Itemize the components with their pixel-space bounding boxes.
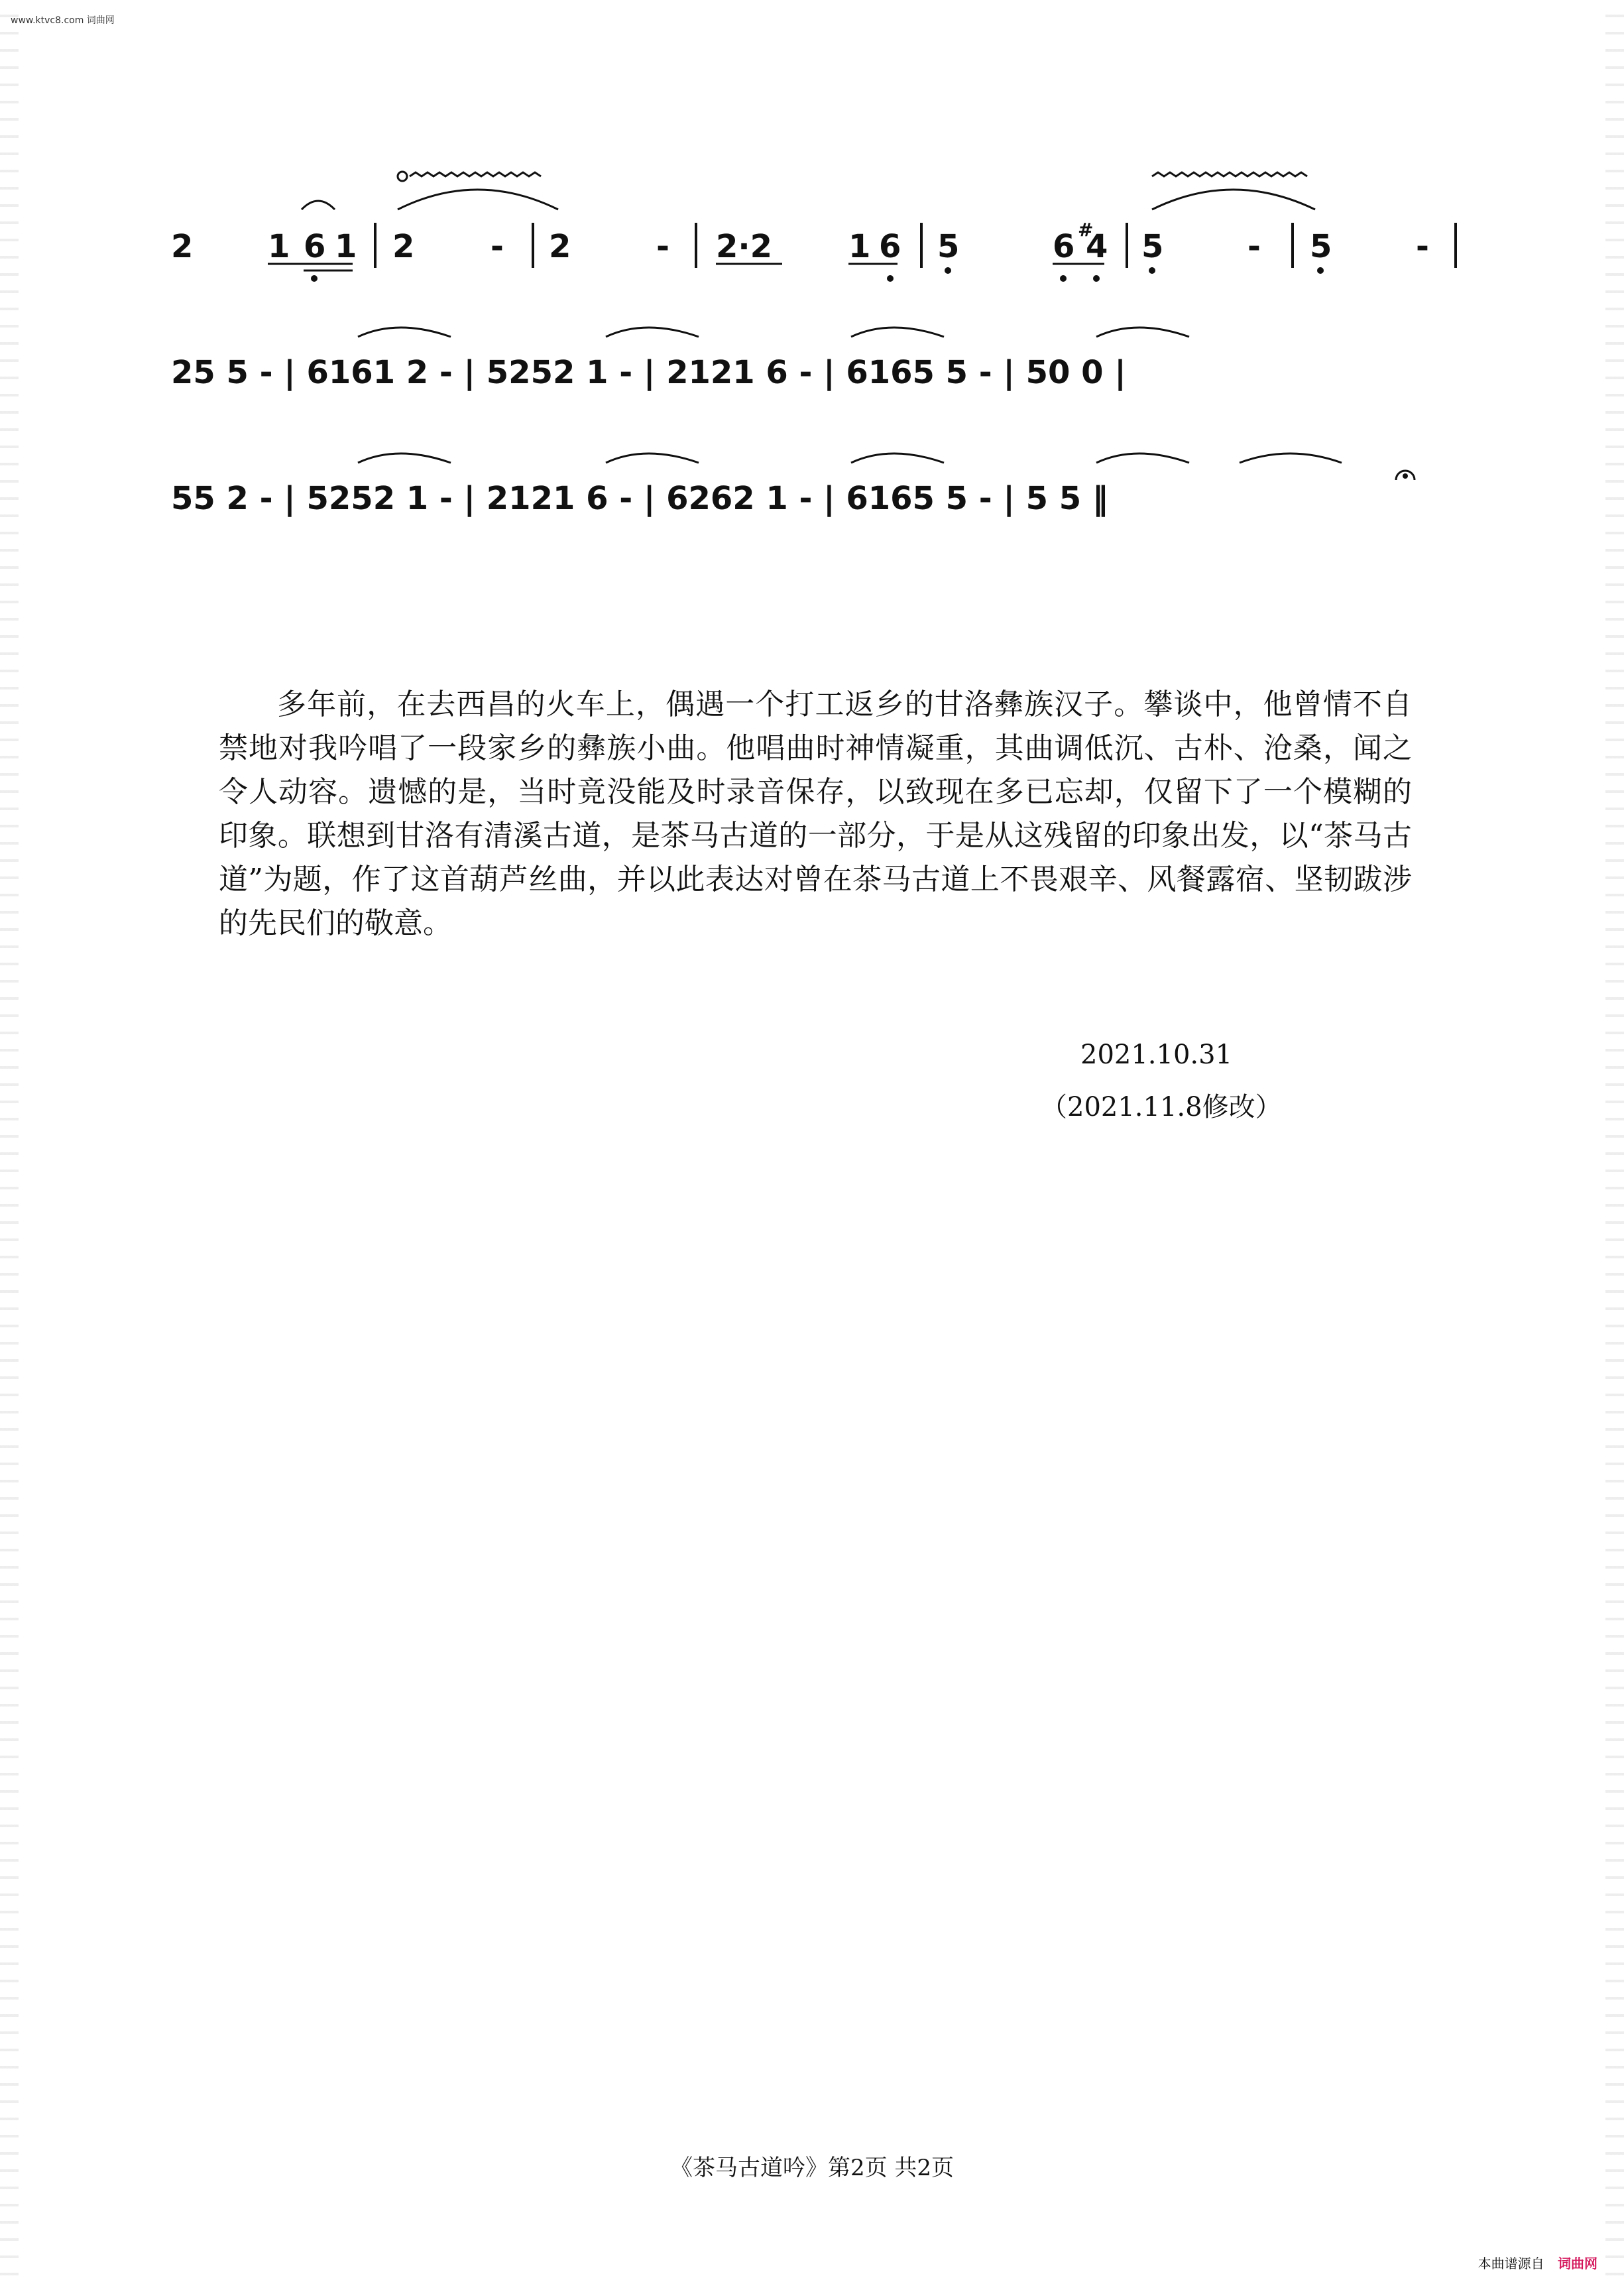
note: 6 <box>1053 228 1075 265</box>
note: 1 <box>268 228 290 265</box>
site-header: www.ktvc8.com 词曲网 <box>11 15 115 26</box>
source-logo: 词曲网 <box>1558 2255 1597 2271</box>
note: - <box>656 228 669 265</box>
lower-octave-dot <box>1060 275 1067 282</box>
note: 2 <box>392 228 415 265</box>
slur <box>1096 453 1189 463</box>
slur <box>851 453 944 463</box>
vibrato-wave <box>410 172 541 176</box>
page-footer: 《茶马古道吟》第2页 共2页 <box>669 2155 955 2181</box>
note: 1 <box>848 228 871 265</box>
slur <box>302 201 335 210</box>
slur <box>851 328 944 337</box>
source-credit <box>1469 2253 1597 2272</box>
note: 6 <box>879 228 901 265</box>
note: - <box>1416 228 1429 265</box>
slur <box>398 190 558 210</box>
slur <box>1240 453 1342 463</box>
note: 1 <box>335 228 357 265</box>
lower-octave-dot <box>1317 267 1324 274</box>
lower-octave-dot <box>311 275 318 282</box>
note: 5 <box>937 228 960 265</box>
note: 4 <box>1086 228 1108 265</box>
slur <box>358 453 451 463</box>
composer-notes <box>219 683 1412 945</box>
numbered-notation-score <box>0 0 1624 597</box>
harmonic-circle <box>398 172 407 181</box>
lower-octave-dot <box>945 267 951 274</box>
score-line-1 <box>171 172 1456 282</box>
note: 2 <box>549 228 571 265</box>
lower-octave-dot <box>1149 267 1155 274</box>
slur <box>1152 190 1315 210</box>
note: - <box>1247 228 1261 265</box>
source-label: 本曲谱源自 <box>1478 2255 1544 2271</box>
lower-octave-dot <box>887 275 894 282</box>
notes-paragraph: 多年前，在去西昌的火车上，偶遇一个打工返乡的甘洛彝族汉子。攀谈中，他曾情不自禁地对我吟唱了一段家乡的彝族小曲。他唱曲时神情凝重，其曲调低沉、古朴、沧桑，闻之令人动容。遗憾的是，当时竟没能及时录音保存，以致现在多已忘却，仅留下了一个模糊的印象。联想到甘洛有清溪古道，是茶马古道的一部分，于是从这残留的印象出发，以“茶马古道”为题，作了这首葫芦丝曲，并以此表达对曾在茶马古道上不畏艰辛、风餐露宿、坚韧跋涉的先民们的敬意。 <box>219 688 1412 940</box>
score-line-3: 55 2 - | 5252 1 - | 2121 6 - | 6262 1 - | 6165 5 - | 5 5 ‖ <box>171 480 1108 517</box>
note: 2·2 <box>716 228 773 265</box>
vibrato-wave <box>1152 172 1307 176</box>
composition-date: 2021.10.31 <box>1080 1040 1233 1070</box>
note: - <box>491 228 504 265</box>
note: 2 <box>171 228 194 265</box>
score-line-3-marks <box>358 453 1415 480</box>
lower-octave-dot <box>1093 275 1100 282</box>
note: 5 <box>1310 228 1332 265</box>
sharp-accidental: # <box>1078 219 1094 241</box>
slur <box>358 328 451 337</box>
slur <box>606 453 699 463</box>
slur <box>1096 328 1189 337</box>
score-line-2-marks <box>358 328 1189 337</box>
note: 5 <box>1141 228 1164 265</box>
slur <box>606 328 699 337</box>
note: 6 <box>304 228 326 265</box>
score-line-2: 25 5 - | 6161 2 - | 5252 1 - | 2121 6 - | 6165 5 - | 50 0 | <box>171 354 1126 391</box>
revision-date: （2021.11.8修改） <box>1041 1092 1282 1122</box>
fermata-dot <box>1403 473 1408 479</box>
